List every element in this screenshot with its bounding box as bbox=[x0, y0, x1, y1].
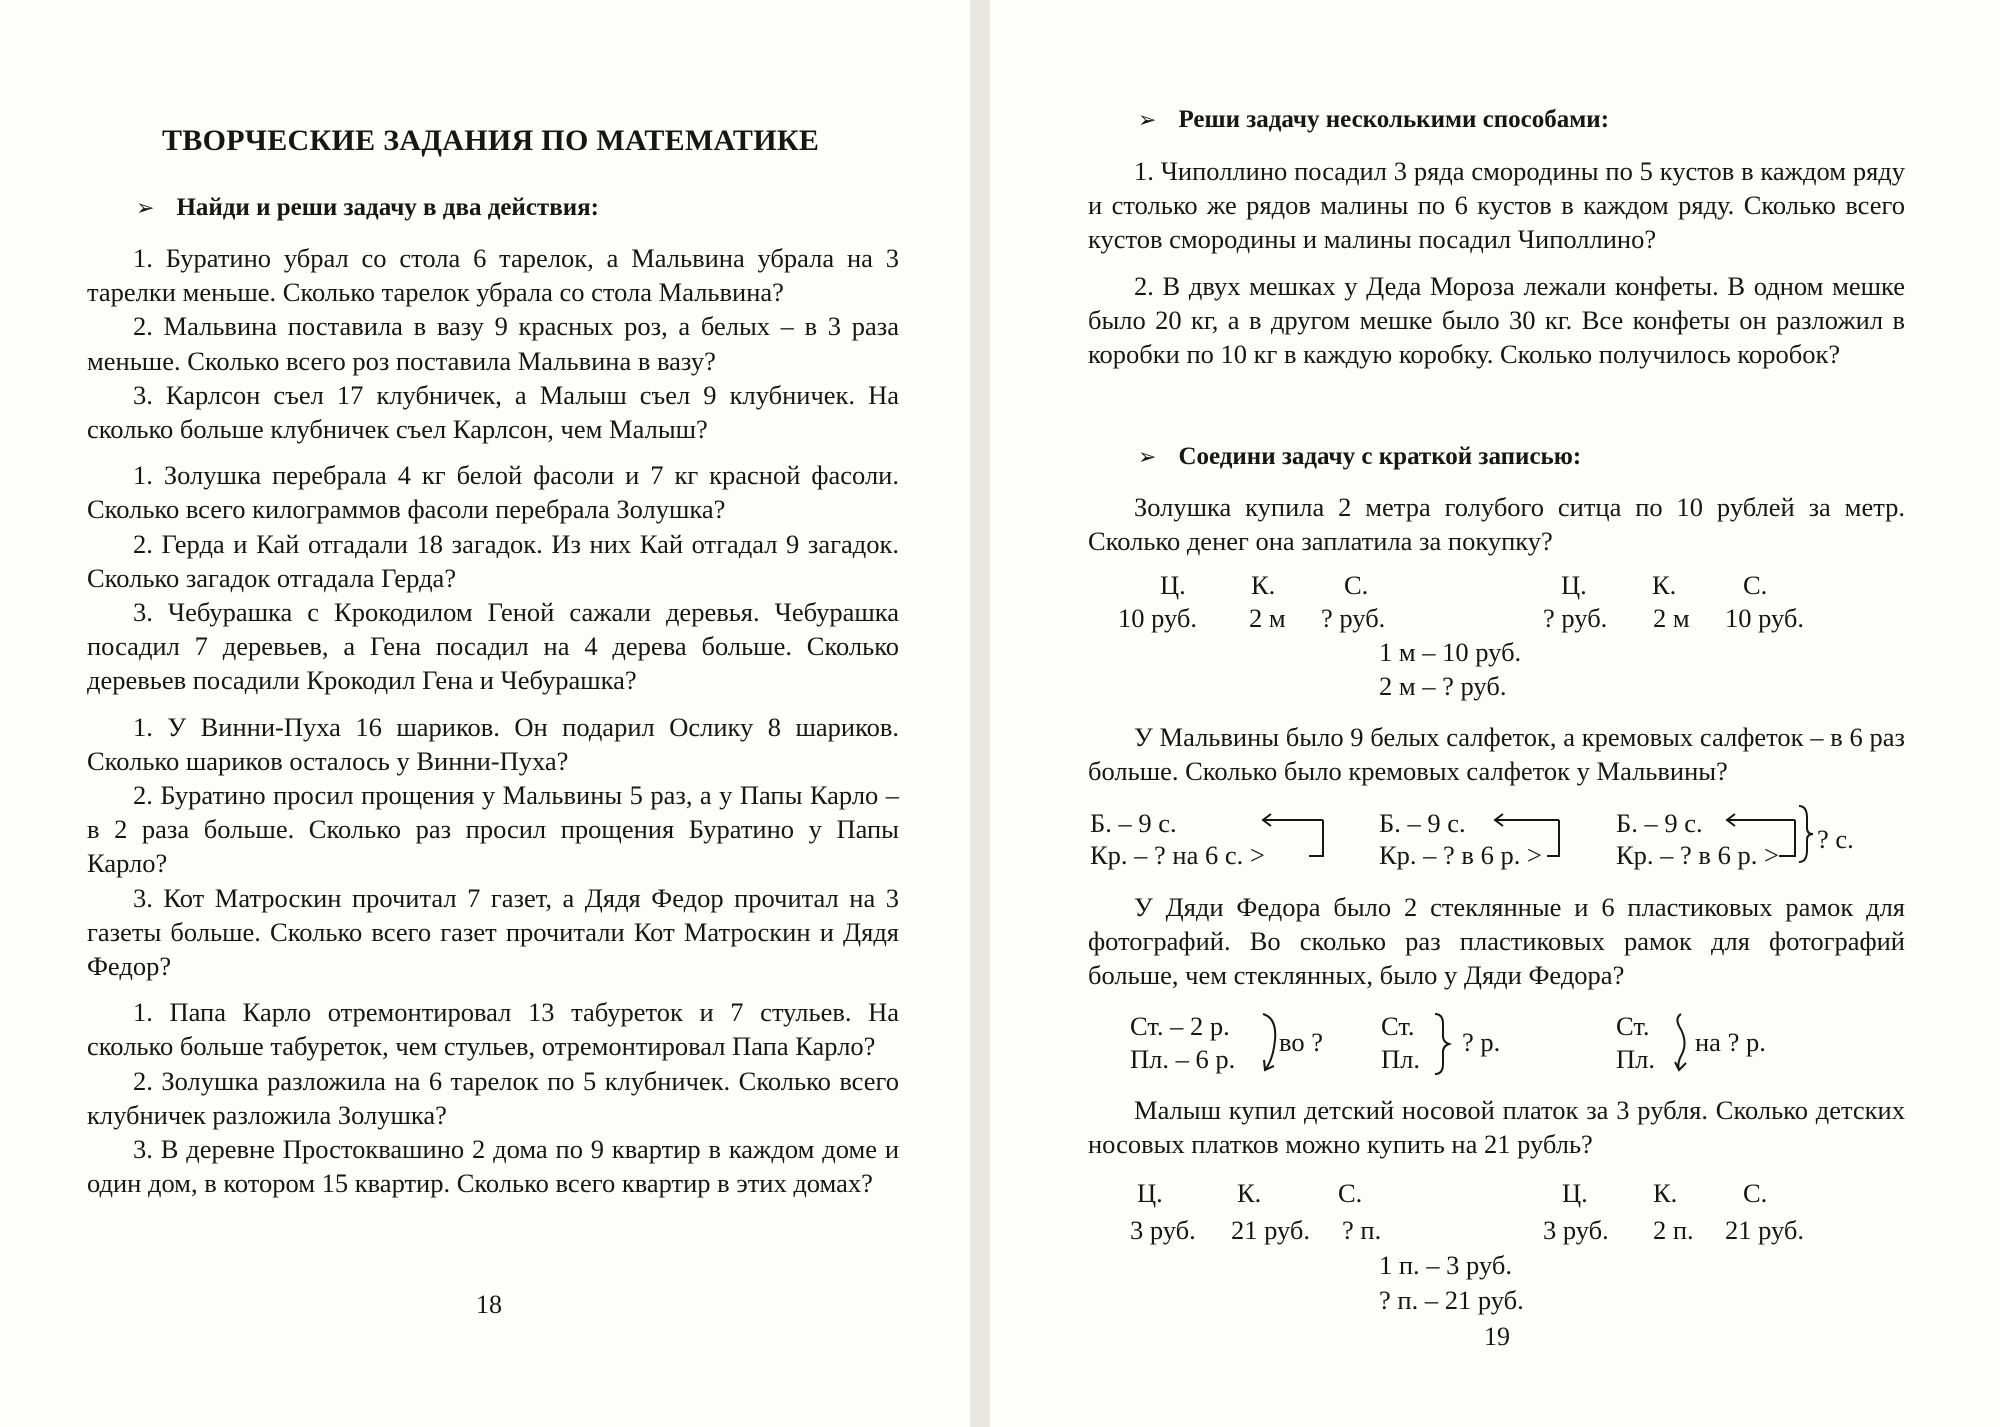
left-page bbox=[0, 0, 970, 1427]
short-note-line: Б. – 9 с. bbox=[1379, 808, 1466, 838]
table-cell: 2 м bbox=[1653, 603, 1690, 633]
short-note-line: Б. – 9 с. bbox=[1616, 808, 1703, 838]
task-text bbox=[1088, 890, 1905, 993]
arrow-bullet-icon: ➢ bbox=[1138, 108, 1157, 133]
col-header-price: Ц. bbox=[1562, 1178, 1588, 1208]
problem-item: 3. Карлсон съел 17 клубничек, а Малыш съел 9 клубничек. На сколько больше клубничек съел Карлсон, чем Малыш? bbox=[87, 379, 899, 445]
table-cell: 21 руб. bbox=[1231, 1215, 1311, 1245]
bracket-arrow-icon bbox=[1487, 812, 1567, 862]
task-text-line: У Мальвины было 9 белых салфеток, а кремовых салфеток – в 6 раз больше. Сколько было кремовых салфеток у Мальвины? bbox=[1088, 722, 1905, 787]
short-note-line: ? п. – 21 руб. bbox=[1379, 1285, 1524, 1315]
short-note-line: 2 м – ? руб. bbox=[1379, 671, 1507, 701]
problem-item: 3. В деревне Простоквашино 2 дома по 9 квартир в каждом доме и один дом, в котором 15 квартир. Сколько всего квартир в этих домах? bbox=[87, 1134, 899, 1199]
problem-item: 1. Буратино убрал со стола 6 тарелок, а Мальвина убрала на 3 тарелки меньше. Сколько тарелок убрала со стола Мальвина? bbox=[87, 243, 899, 308]
col-header-cost: С. bbox=[1338, 1178, 1363, 1208]
problem-item: 1. Папа Карло отремонтировал 13 табуреток и 7 стульев. На сколько больше табуреток, чем стульев, отремонтировал Папа Карло? bbox=[87, 997, 899, 1062]
section-heading-match bbox=[1138, 443, 1581, 471]
bracket-arrow-icon bbox=[1255, 812, 1335, 862]
problem-item: 1. У Винни-Пуха 16 шариков. Он подарил Ослику 8 шариков. Сколько шариков осталось у Винни-Пуха? bbox=[87, 711, 899, 776]
short-note-line: Пл. bbox=[1381, 1044, 1420, 1074]
problem-item: 3. Чебурашка с Крокодилом Геной сажали деревья. Чебурашка посадил 7 деревьев, а Гена посадил на 4 дерева больше. Сколько деревьев посадили Крокодил Гена и Чебурашка? bbox=[87, 597, 899, 696]
short-note-line: Ст. bbox=[1616, 1011, 1650, 1041]
table-cell: 3 руб. bbox=[1130, 1215, 1196, 1245]
col-header-price: Ц. bbox=[1561, 570, 1587, 600]
problem-item: 2. Буратино просил прощения у Мальвины 5 раз, а у Папы Карло – в 2 раза больше. Сколько раз просил прощения Буратино у Папы Карло? bbox=[87, 780, 899, 879]
col-header-quantity: К. bbox=[1653, 1178, 1678, 1208]
arrow-bullet-icon: ➢ bbox=[136, 196, 155, 221]
section-heading-two-steps bbox=[136, 194, 599, 222]
brace-icon bbox=[1433, 1012, 1457, 1076]
arrow-bullet-icon: ➢ bbox=[1138, 445, 1157, 470]
task-text-line: Золушка купила 2 метра голубого ситца по 10 рублей за метр. Сколько денег она заплатила за покупку? bbox=[1088, 492, 1905, 557]
col-header-quantity: К. bbox=[1251, 570, 1276, 600]
section-heading-text: Найди и реши задачу в два действия: bbox=[176, 194, 599, 221]
col-header-cost: С. bbox=[1743, 570, 1768, 600]
problem-item: 2. Герда и Кай отгадали 18 загадок. Из них Кай отгадал 9 загадок. Сколько загадок отгадала Герда? bbox=[87, 528, 899, 593]
problem-item: 1. Золушка перебрала 4 кг белой фасоли и 7 кг красной фасоли. Сколько всего килограммов фасоли перебрала Золушка? bbox=[87, 460, 899, 525]
table-cell: ? руб. bbox=[1543, 603, 1608, 633]
table-cell: 10 руб. bbox=[1725, 603, 1805, 633]
short-note-line: 1 м – 10 руб. bbox=[1379, 637, 1522, 667]
table-cell: 2 п. bbox=[1653, 1215, 1694, 1245]
page-number: 18 bbox=[476, 1290, 502, 1319]
table-cell: 21 руб. bbox=[1725, 1215, 1805, 1245]
task-text bbox=[1088, 490, 1905, 558]
task-text-line: У Дяди Федора было 2 стеклянные и 6 пластиковых рамок для фотографий. Во сколько раз пластиковых рамок для фотографий больше, чем стеклянных, было у Дяди Федора? bbox=[1088, 892, 1905, 991]
page-title: ТВОРЧЕСКИЕ ЗАДАНИЯ ПО МАТЕМАТИКЕ bbox=[162, 124, 820, 157]
short-note-line: Кр. – ? в 6 р. > bbox=[1379, 840, 1542, 870]
bracket-label: на ? р. bbox=[1695, 1027, 1766, 1057]
section-heading-text: Реши задачу несколькими способами: bbox=[1178, 106, 1610, 133]
short-note-line: 1 п. – 3 руб. bbox=[1379, 1250, 1512, 1280]
page-number: 19 bbox=[1484, 1322, 1510, 1351]
short-note-line: Кр. – ? на 6 с. > bbox=[1090, 840, 1265, 870]
short-note-line: Б. – 9 с. bbox=[1090, 808, 1177, 838]
short-note-line: Ст. – 2 р. bbox=[1130, 1011, 1230, 1041]
short-note-line: Пл. – 6 р. bbox=[1130, 1044, 1236, 1074]
short-note-line: Ст. bbox=[1381, 1011, 1415, 1041]
bracket-label: ? р. bbox=[1462, 1027, 1501, 1057]
several-ways-problems bbox=[1088, 154, 1905, 371]
short-note-line: Пл. bbox=[1616, 1044, 1655, 1074]
col-header-quantity: К. bbox=[1237, 1178, 1262, 1208]
book-gutter bbox=[970, 0, 990, 1427]
col-header-cost: С. bbox=[1743, 1178, 1768, 1208]
table-cell: 3 руб. bbox=[1543, 1215, 1609, 1245]
task-text bbox=[1088, 1093, 1905, 1161]
col-header-price: Ц. bbox=[1137, 1178, 1163, 1208]
bracket-label: во ? bbox=[1279, 1027, 1323, 1057]
bracket-label: ? с. bbox=[1817, 824, 1854, 854]
problem-item: 1. Чиполлино посадил 3 ряда смородины по 5 кустов в каждом ряду и столько же рядов малины по 6 кустов в каждом ряду. Сколько всего кустов смородины и малины посадил Чиполлино? bbox=[1088, 156, 1905, 255]
right-page bbox=[990, 0, 2000, 1427]
problem-item: 2. В двух мешках у Деда Мороза лежали конфеты. В одном мешке было 20 кг, а в другом мешке было 30 кг. Все конфеты он разложил в коробки по 10 кг в каждую коробку. Сколько получилось коробок? bbox=[1088, 270, 1905, 370]
problem-list bbox=[87, 241, 899, 1200]
col-header-cost: С. bbox=[1344, 570, 1369, 600]
col-header-price: Ц. bbox=[1160, 570, 1186, 600]
bracket-arrow-icon bbox=[1717, 802, 1807, 862]
task-text-line: Малыш купил детский носовой платок за 3 рубля. Сколько детских носовых платков можно купить на 21 рубль? bbox=[1088, 1095, 1905, 1160]
table-cell: 2 м bbox=[1249, 603, 1286, 633]
problem-item: 2. Золушка разложила на 6 тарелок по 5 клубничек. Сколько всего клубничек разложила Золушка? bbox=[87, 1065, 899, 1130]
short-note-line: Кр. – ? в 6 р. > bbox=[1616, 840, 1779, 870]
table-cell: 10 руб. bbox=[1118, 603, 1198, 633]
problem-item: 3. Кот Матроскин прочитал 7 газет, а Дядя Федор прочитал на 3 газеты больше. Сколько всего газет прочитали Кот Матроскин и Дядя Федор? bbox=[87, 882, 899, 982]
table-cell: ? п. bbox=[1342, 1215, 1382, 1245]
problem-item: 2. Мальвина поставила в вазу 9 красных роз, а белых – в 3 раза меньше. Сколько всего роз поставила Мальвина в вазу? bbox=[87, 311, 899, 376]
table-cell: ? руб. bbox=[1321, 603, 1386, 633]
task-text bbox=[1088, 720, 1905, 788]
section-heading-several-ways bbox=[1138, 106, 1609, 134]
col-header-quantity: К. bbox=[1652, 570, 1677, 600]
section-heading-text: Соедини задачу с краткой записью: bbox=[1178, 443, 1582, 470]
